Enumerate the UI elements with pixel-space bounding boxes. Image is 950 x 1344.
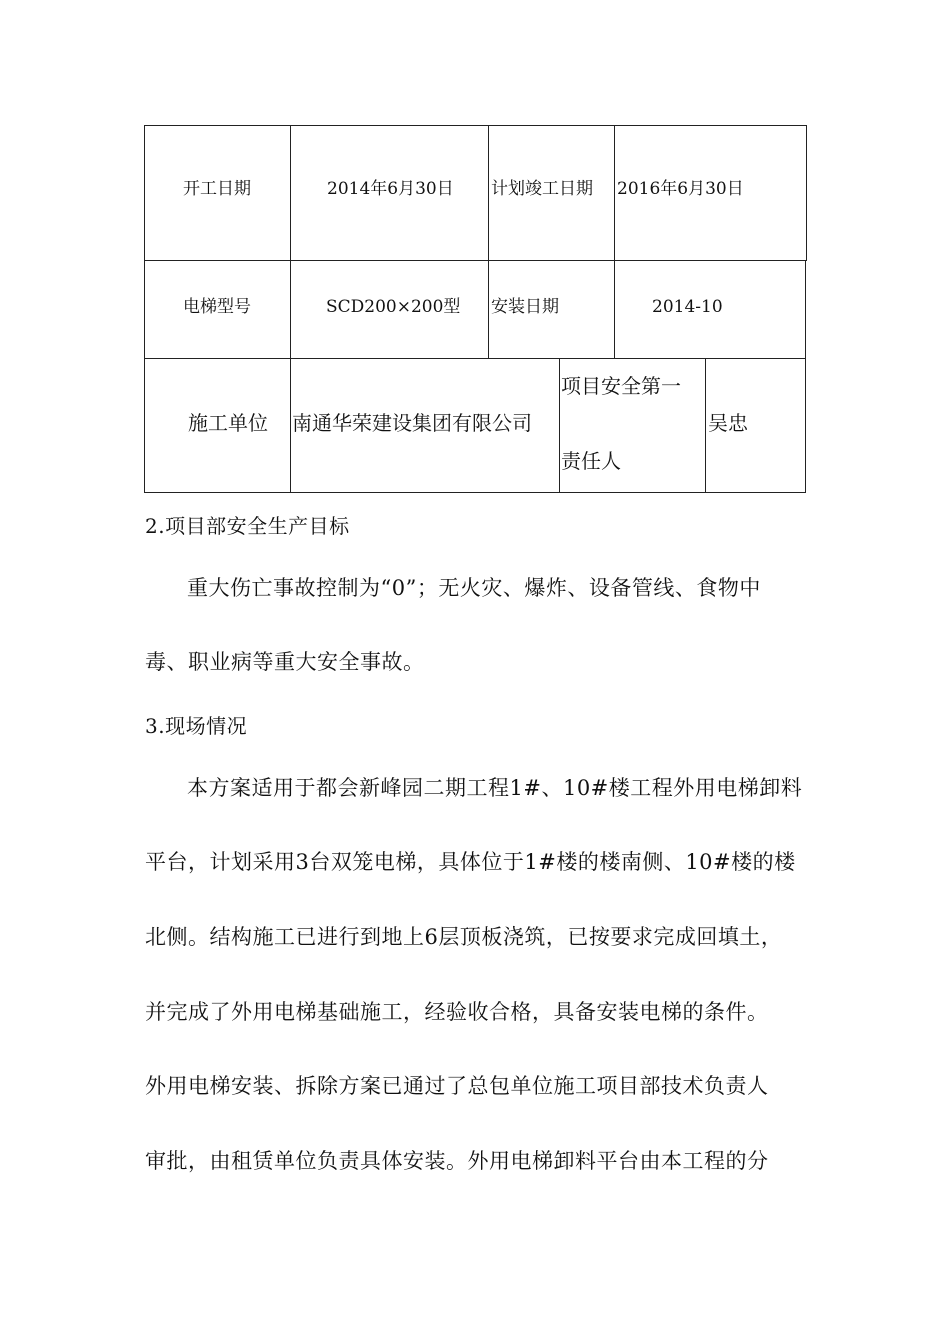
paragraph-line: 外用电梯安装、拆除方案已通过了总包单位施工项目部技术负责人 <box>145 1074 769 1098</box>
paragraph-line: 审批，由租赁单位负责具体安装。外用电梯卸料平台由本工程的分 <box>145 1149 769 1173</box>
paragraph-line: 平台，计划采用3台双笼电梯，具体位于1#楼的楼南侧、10#楼的楼 <box>145 850 796 874</box>
elevator-model-label: 电梯型号 <box>183 297 251 317</box>
end-date-label: 计划竣工日期 <box>491 179 593 199</box>
table-border-right <box>806 125 807 260</box>
table-row-divider <box>144 260 807 261</box>
table-row-divider <box>144 358 806 359</box>
table-col-divider <box>559 358 560 493</box>
section-heading: 2.项目部安全生产目标 <box>145 514 350 538</box>
responsible-person-label: 项目安全第一 <box>561 374 681 398</box>
paragraph-line: 北侧。结构施工已进行到地上6层顶板浇筑，已按要求完成回填土， <box>145 925 783 949</box>
construction-unit-value: 南通华荣建设集团有限公司 <box>292 411 532 435</box>
table-border-bottom <box>144 492 806 493</box>
paragraph-line: 并完成了外用电梯基础施工，经验收合格，具备安装电梯的条件。 <box>145 1000 769 1024</box>
table-border-left <box>144 125 145 493</box>
paragraph-line: 重大伤亡事故控制为“0”；无火灾、爆炸、设备管线、食物中 <box>187 576 761 600</box>
table-col-divider <box>488 125 489 359</box>
table-col-divider <box>290 125 291 493</box>
end-date-value: 2016年6月30日 <box>617 179 744 199</box>
table-border-right <box>805 260 806 493</box>
table-border-top <box>144 125 807 126</box>
start-date-label: 开工日期 <box>183 179 251 199</box>
section-heading: 3.现场情况 <box>145 714 248 738</box>
table-col-divider <box>614 125 615 359</box>
table-col-divider <box>705 358 706 493</box>
elevator-model-value: SCD200×200型 <box>326 297 461 317</box>
install-date-value: 2014-10 <box>652 297 723 317</box>
responsible-person-value: 吴忠 <box>708 411 748 435</box>
paragraph-line: 毒、职业病等重大安全事故。 <box>145 650 425 674</box>
start-date-value: 2014年6月30日 <box>327 179 454 199</box>
paragraph-line: 本方案适用于都会新峰园二期工程1#、10#楼工程外用电梯卸料 <box>187 776 803 800</box>
responsible-person-label-cont: 责任人 <box>561 449 621 473</box>
construction-unit-label: 施工单位 <box>188 411 268 435</box>
install-date-label: 安装日期 <box>491 297 559 317</box>
